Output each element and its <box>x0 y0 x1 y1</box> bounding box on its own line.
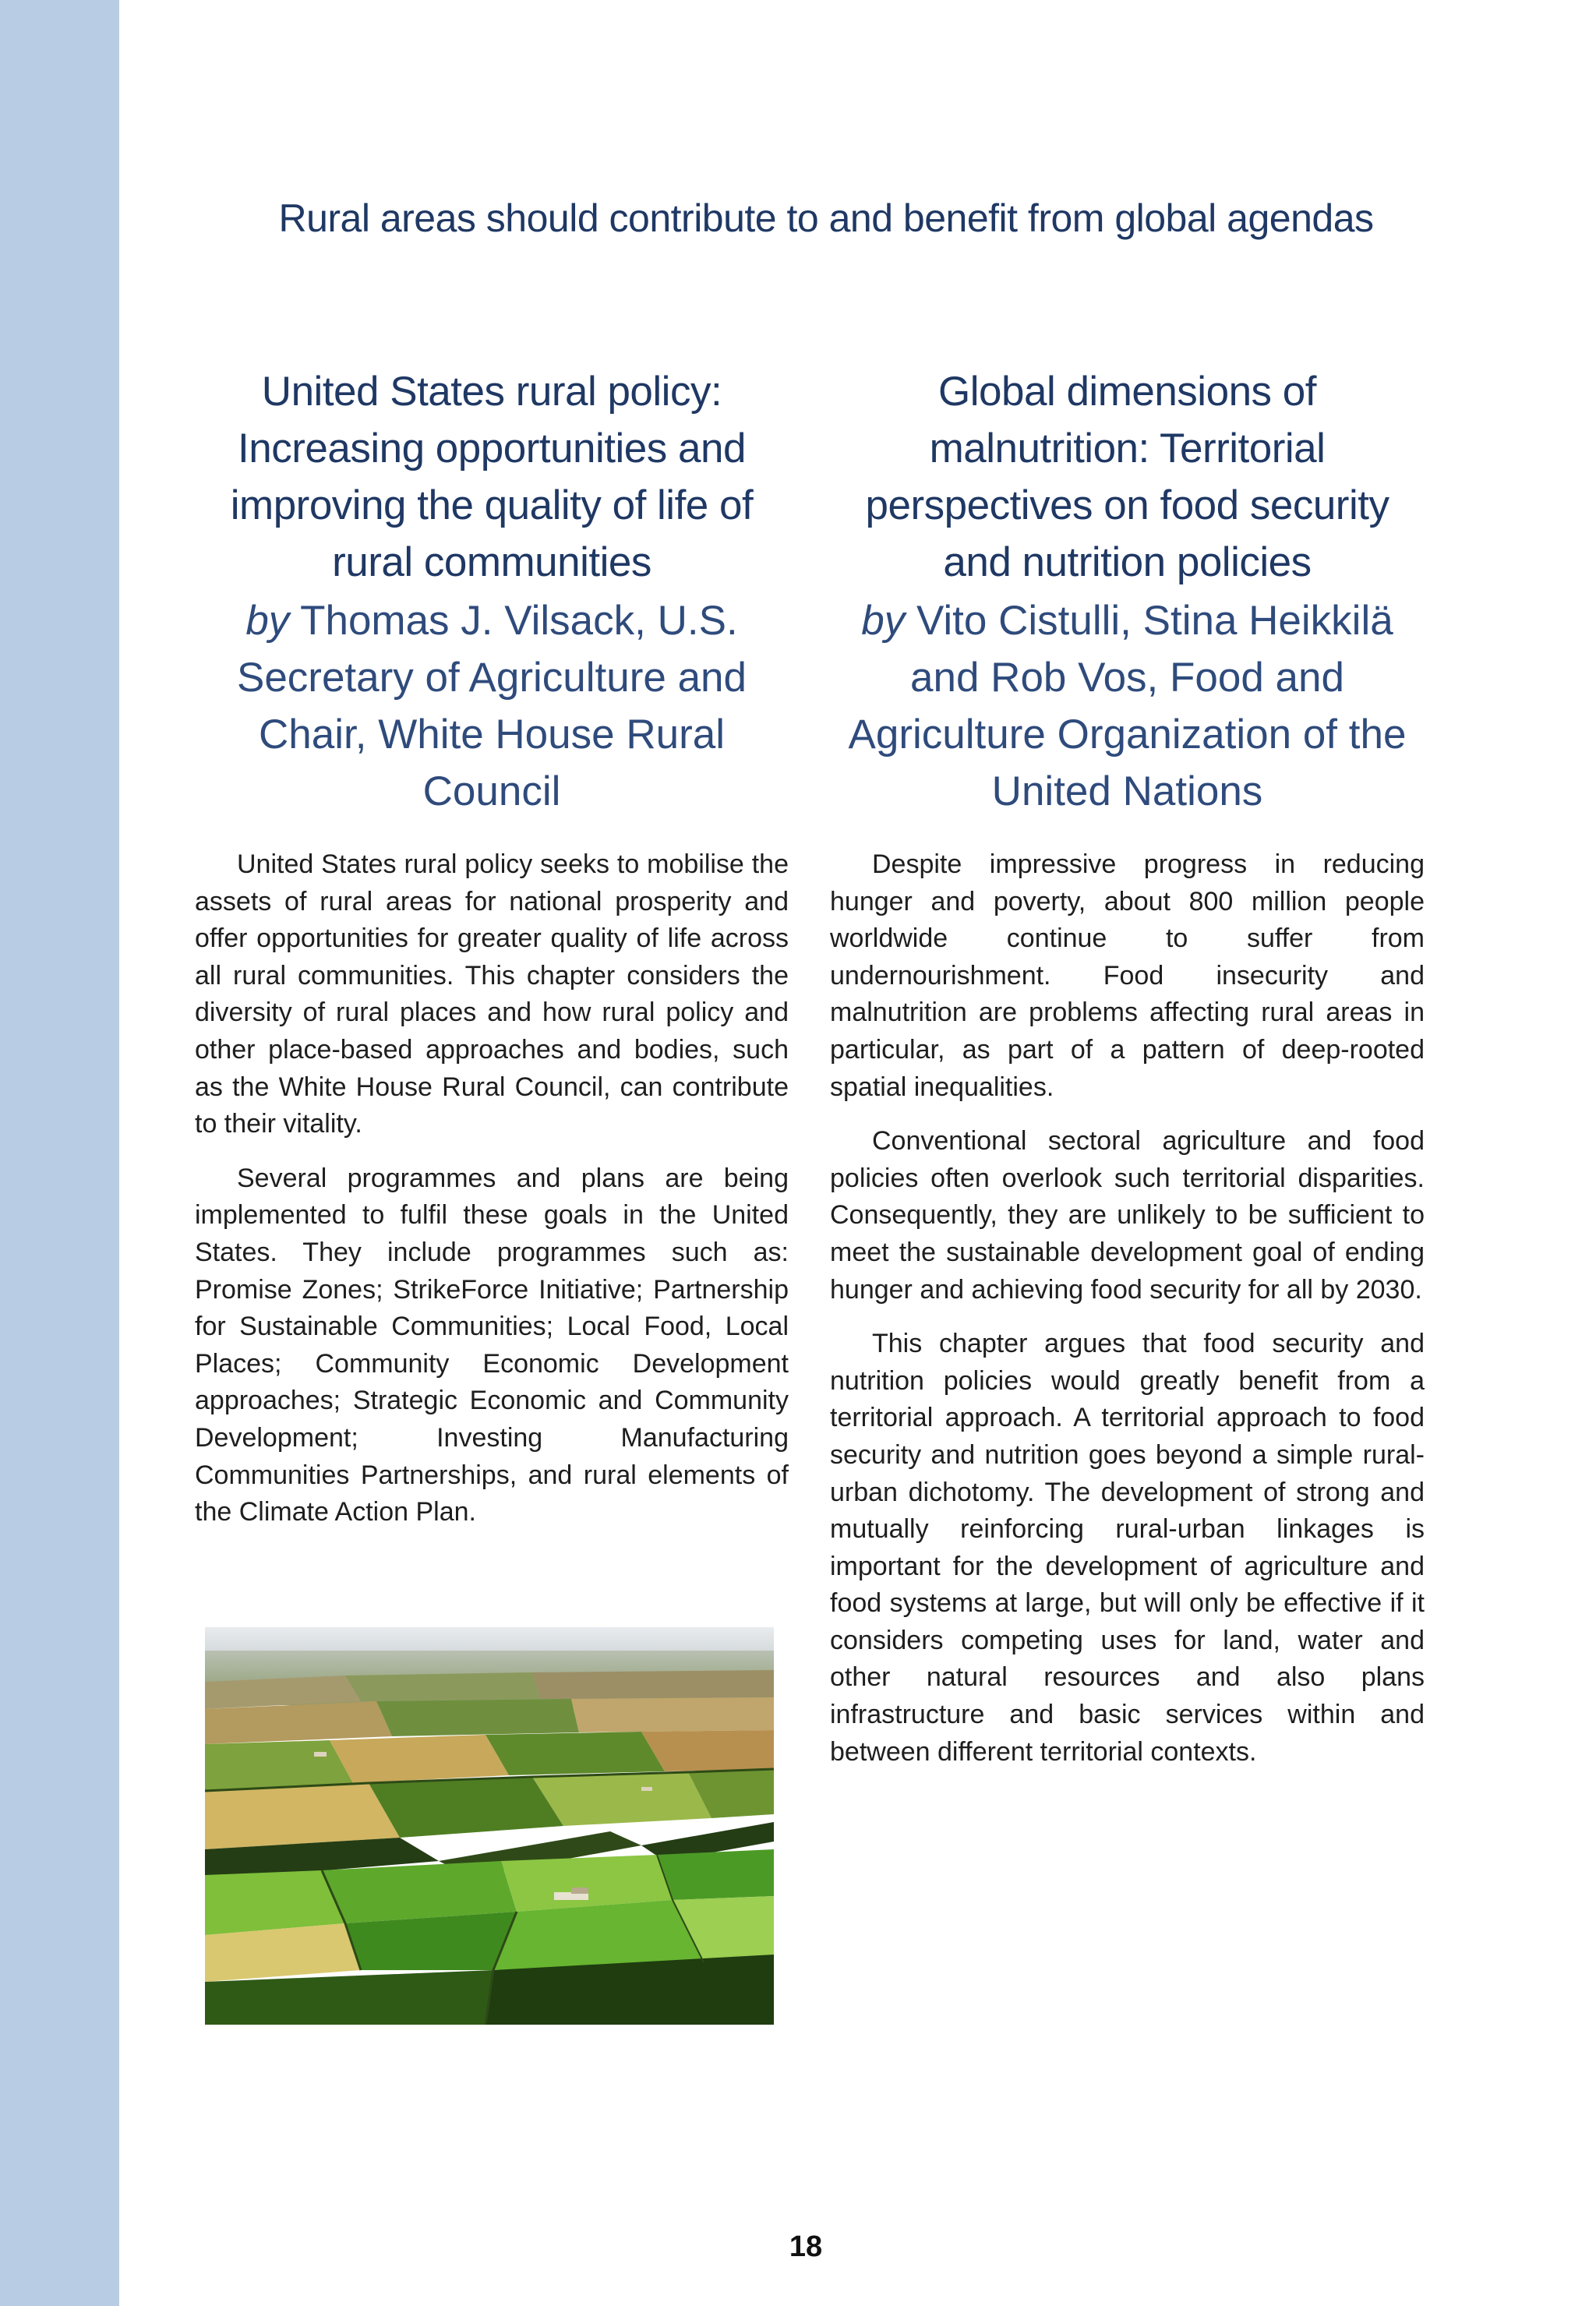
page-number: 18 <box>789 2230 823 2263</box>
side-band <box>0 0 119 2306</box>
paragraph: Conventional sectoral agriculture and food policies often overlook such territorial disparities. Consequently, they are unlikely to be sufficient to meet the sustainable development goal of ending hunger and achieving food security for all by 2030. <box>830 1126 1425 1305</box>
article-right-body <box>830 846 1425 1771</box>
paragraph: Several programmes and plans are being implemented to fulfil these goals in the United States. They include programmes such as: Promise Zones; StrikeForce Initiative; Partnership for Sustainable Communities; Local Food, Local Places; Community Economic Development approaches; Strategic Economic and Community Development; Investing Manufacturing Communities Partnerships, and rural elements of the Climate Action Plan. <box>195 1163 789 1527</box>
page-title: Rural areas should contribute to and benefit from global agendas <box>278 196 1374 240</box>
article-right-authors: Vito Cistulli, Stina Heikkilä and Rob Vos, Food and Agriculture Organization of the United Nations <box>848 598 1407 814</box>
byline-by: by <box>245 598 290 644</box>
article-left-header <box>195 363 789 846</box>
article-right <box>830 363 1425 1788</box>
paragraph: This chapter argues that food security and nutrition policies would greatly benefit from a territorial approach. A territorial approach to food security and nutrition goes beyond a simple rural-urban dichotomy. The development of strong and mutually reinforcing rural-urban linkages is important for the development of agriculture and food systems at large, but will only be effective if it considers competing uses for land, water and other natural resources and also plans infrastructure and basic services within and between different territorial contexts. <box>830 1329 1425 1767</box>
article-right-header <box>830 363 1425 846</box>
article-right-byline <box>830 592 1425 820</box>
article-left-body <box>195 846 789 1531</box>
article-left-title: United States rural policy: Increasing opportunities and improving the quality of life of rural communities <box>230 369 754 585</box>
paragraph: Despite impressive progress in reducing hunger and poverty, about 800 million people worldwide continue to suffer from undernourishment. Food insecurity and malnutrition are problems affecting rural areas in particular, as part of a pattern of deep-rooted spatial inequalities. <box>830 849 1425 1102</box>
article-left-authors: Thomas J. Vilsack, U.S. Secretary of Agriculture and Chair, White House Rural Council <box>236 598 747 814</box>
paragraph: United States rural policy seeks to mobilise the assets of rural areas for national prosperity and offer opportunities for greater quality of life across all rural communities. This chapter considers the diversity of rural places and how rural policy and other place-based approaches and bodies, such as the White House Rural Council, can contribute to their vitality. <box>195 849 789 1139</box>
byline-by: by <box>861 598 906 644</box>
landscape-photo <box>205 1627 774 2025</box>
farmland-illustration <box>205 1627 774 2025</box>
article-right-title: Global dimensions of malnutrition: Territorial perspectives on food security and nutrition policies <box>865 369 1389 585</box>
article-left-byline <box>195 592 789 820</box>
article-left <box>195 363 789 1549</box>
